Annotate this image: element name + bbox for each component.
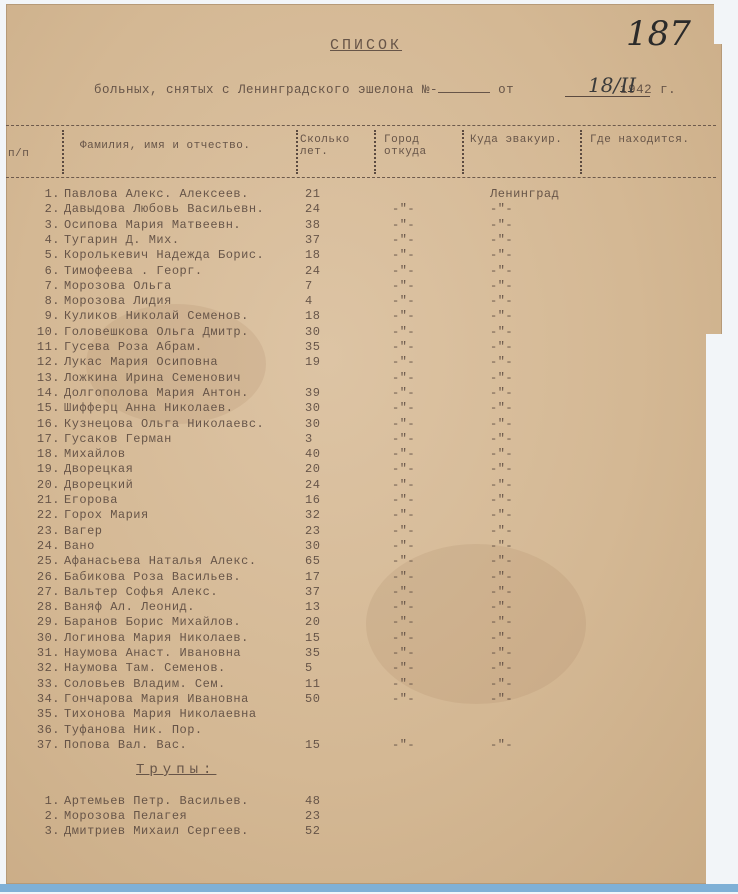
row-name: Ваняф Ал. Леонид. xyxy=(64,600,195,615)
torn-edge xyxy=(714,4,728,44)
row-number: 20. xyxy=(36,477,60,492)
row-destination: -"- xyxy=(490,462,514,477)
row-destination: -"- xyxy=(490,569,514,584)
row-age: 40 xyxy=(305,447,321,462)
row-city: -"- xyxy=(392,493,416,507)
header-name: Фамилия, имя и отчество. xyxy=(80,140,251,152)
row-number: 24. xyxy=(36,538,60,553)
row-number: 25. xyxy=(36,554,60,569)
row-name: Долгополова Мария Антон. xyxy=(64,385,249,400)
row-name: Бабикова Роза Васильев. xyxy=(64,569,242,584)
row-age: 18 xyxy=(305,248,321,263)
row-number: 2. xyxy=(44,202,60,217)
row-city: -"- xyxy=(392,630,416,645)
row-age: 35 xyxy=(305,646,321,660)
row-city: -"- xyxy=(392,416,416,431)
row-name: Морозова Лидия xyxy=(64,294,172,309)
table-row xyxy=(20,738,720,755)
row-destination: -"- xyxy=(490,447,514,462)
row-city: -"- xyxy=(392,431,416,446)
row-age: 19 xyxy=(305,355,321,370)
row-age: 30 xyxy=(305,401,321,416)
row-destination: -"- xyxy=(490,370,514,385)
row-city: -"- xyxy=(392,477,416,492)
row-destination: -"- xyxy=(490,232,514,247)
row-destination: -"- xyxy=(490,294,514,309)
row-number: 19. xyxy=(36,462,60,477)
row-city: -"- xyxy=(392,646,416,660)
row-number: 15. xyxy=(36,401,60,416)
header-dest: Куда эвакуир. xyxy=(470,134,563,146)
row-number: 22. xyxy=(36,508,60,523)
row-destination: -"- xyxy=(490,202,514,217)
row-city: -"- xyxy=(392,309,416,324)
row-age: 65 xyxy=(305,554,321,569)
row-name: Дворецкая xyxy=(64,462,134,477)
corpses-heading: Трупы: xyxy=(136,762,217,778)
row-city: -"- xyxy=(392,278,416,293)
row-number: 13. xyxy=(36,370,60,385)
row-number: 14. xyxy=(36,385,60,400)
header-rule-top xyxy=(6,125,716,126)
row-city: -"- xyxy=(392,538,416,553)
row-destination: -"- xyxy=(490,661,514,676)
row-age: 38 xyxy=(305,217,321,232)
row-city: -"- xyxy=(392,324,416,339)
row-age: 23 xyxy=(305,809,321,823)
row-number: 17. xyxy=(36,431,60,446)
row-name: Туфанова Ник. Пор. xyxy=(64,722,203,737)
row-name: Баранов Борис Михайлов. xyxy=(64,615,242,630)
row-number: 31. xyxy=(36,646,60,660)
row-age: 7 xyxy=(305,278,313,293)
row-city: -"- xyxy=(392,370,416,385)
row-name: Гончарова Мария Ивановна xyxy=(64,691,249,706)
row-city: -"- xyxy=(392,691,416,706)
row-age: 21 xyxy=(305,187,321,201)
row-age: 48 xyxy=(305,794,321,808)
row-name: Дмитриев Михаил Сергеев. xyxy=(64,824,249,838)
row-number: 11. xyxy=(36,340,60,354)
row-number: 12. xyxy=(36,355,60,370)
row-destination: -"- xyxy=(490,309,514,324)
row-age: 13 xyxy=(305,600,321,615)
row-destination: -"- xyxy=(490,278,514,293)
row-destination: -"- xyxy=(490,217,514,232)
row-destination: -"- xyxy=(490,615,514,630)
row-destination: -"- xyxy=(490,263,514,278)
row-city: -"- xyxy=(392,401,416,416)
page-number: 187 xyxy=(626,14,691,54)
row-name: Горох Мария xyxy=(64,508,149,523)
row-name: Вагер xyxy=(64,523,103,538)
row-name: Морозова Пелагея xyxy=(64,809,188,823)
row-destination: -"- xyxy=(490,676,514,691)
row-number: 23. xyxy=(36,523,60,538)
row-city: -"- xyxy=(392,232,416,247)
row-destination: -"- xyxy=(490,431,514,446)
row-age: 23 xyxy=(305,523,321,538)
row-number: 33. xyxy=(36,676,60,691)
row-age: 52 xyxy=(305,824,321,838)
row-number: 6. xyxy=(44,263,60,278)
row-name: Гусева Роза Абрам. xyxy=(64,340,203,354)
row-name: Вано xyxy=(64,538,95,553)
row-name: Дворецкий xyxy=(64,477,134,492)
row-name: Гусаков Герман xyxy=(64,431,172,446)
row-number: 7. xyxy=(44,278,60,293)
row-name: Королькевич Надежда Борис. xyxy=(64,248,265,263)
viewer-bottom-bar xyxy=(0,884,738,892)
row-destination: -"- xyxy=(490,630,514,645)
date-underline xyxy=(565,96,650,97)
row-city: -"- xyxy=(392,217,416,232)
row-destination: -"- xyxy=(490,523,514,538)
row-name: Головешкова Ольга Дмитр. xyxy=(64,324,249,339)
row-number: 10. xyxy=(36,324,60,339)
column-separator xyxy=(296,130,298,174)
column-separator xyxy=(62,130,64,174)
row-age: 39 xyxy=(305,385,321,400)
row-number: 26. xyxy=(36,569,60,584)
row-city: -"- xyxy=(392,569,416,584)
row-destination: -"- xyxy=(490,324,514,339)
document-title: СПИСОК xyxy=(330,37,403,54)
row-number: 30. xyxy=(36,630,60,645)
row-name: Логинова Мария Николаев. xyxy=(64,630,249,645)
row-city: -"- xyxy=(392,340,416,354)
corpse-row xyxy=(20,824,720,841)
row-name: Тимофеева . Георг. xyxy=(64,263,203,278)
row-age: 16 xyxy=(305,493,321,507)
row-age: 15 xyxy=(305,737,321,752)
row-age: 37 xyxy=(305,584,321,599)
header-num: п/п xyxy=(8,148,30,160)
row-city: -"- xyxy=(392,248,416,263)
row-number: 2. xyxy=(44,809,60,823)
row-city: -"- xyxy=(392,462,416,477)
row-city: -"- xyxy=(392,508,416,523)
row-name: Осипова Мария Матвеевн. xyxy=(64,217,242,232)
row-name: Куликов Николай Семенов. xyxy=(64,309,249,324)
row-name: Тугарин Д. Мих. xyxy=(64,232,180,247)
row-city: -"- xyxy=(392,600,416,615)
row-age: 20 xyxy=(305,615,321,630)
row-city: -"- xyxy=(392,263,416,278)
row-city: -"- xyxy=(392,584,416,599)
row-number: 3. xyxy=(44,824,60,838)
row-age: 15 xyxy=(305,630,321,645)
row-number: 8. xyxy=(44,294,60,309)
subtitle-text: больных, снятых с Ленинградского эшелона №- xyxy=(94,83,439,97)
header-where: Где находится. xyxy=(590,134,690,146)
row-name: Тихонова Мария Николаевна xyxy=(64,707,257,722)
row-name: Егорова xyxy=(64,493,118,507)
row-city: -"- xyxy=(392,737,416,752)
row-city: -"- xyxy=(392,355,416,370)
row-name: Михайлов xyxy=(64,447,126,462)
row-destination: -"- xyxy=(490,538,514,553)
row-destination: -"- xyxy=(490,584,514,599)
header-age: Сколько лет. xyxy=(300,134,350,158)
row-name: Павлова Алекс. Алексеев. xyxy=(64,187,249,201)
row-city: -"- xyxy=(392,447,416,462)
echelon-number-blank xyxy=(438,82,490,93)
row-age: 11 xyxy=(305,676,321,691)
row-age: 3 xyxy=(305,431,313,446)
row-city: -"- xyxy=(392,554,416,569)
row-city: -"- xyxy=(392,661,416,676)
row-age: 30 xyxy=(305,324,321,339)
row-age: 4 xyxy=(305,294,313,309)
subtitle-year: 1942 г. xyxy=(620,83,677,97)
row-name: Наумова Анаст. Ивановна xyxy=(64,646,242,660)
row-number: 28. xyxy=(36,600,60,615)
row-destination: -"- xyxy=(490,385,514,400)
row-destination: -"- xyxy=(490,248,514,263)
subtitle-from: от xyxy=(498,83,515,97)
row-number: 21. xyxy=(36,493,60,507)
row-number: 32. xyxy=(36,661,60,676)
row-destination: Ленинград xyxy=(490,187,560,201)
row-destination: -"- xyxy=(490,355,514,370)
row-city: -"- xyxy=(392,676,416,691)
row-age: 50 xyxy=(305,691,321,706)
row-age: 35 xyxy=(305,340,321,354)
row-name: Давыдова Любовь Васильевн. xyxy=(64,202,265,217)
row-city: -"- xyxy=(392,385,416,400)
row-destination: -"- xyxy=(490,493,514,507)
row-name: Кузнецова Ольга Николаевс. xyxy=(64,416,265,431)
row-age: 24 xyxy=(305,202,321,217)
row-destination: -"- xyxy=(490,401,514,416)
row-name: Артемьев Петр. Васильев. xyxy=(64,794,249,808)
row-number: 4. xyxy=(44,232,60,247)
row-number: 18. xyxy=(36,447,60,462)
row-age: 17 xyxy=(305,569,321,584)
row-number: 16. xyxy=(36,416,60,431)
row-age: 37 xyxy=(305,232,321,247)
row-number: 9. xyxy=(44,309,60,324)
row-destination: -"- xyxy=(490,508,514,523)
row-destination: -"- xyxy=(490,554,514,569)
row-age: 18 xyxy=(305,309,321,324)
header-rule-bottom xyxy=(6,177,716,178)
row-name: Афанасьева Наталья Алекс. xyxy=(64,554,257,569)
row-name: Соловьев Владим. Сем. xyxy=(64,676,226,691)
row-number: 27. xyxy=(36,584,60,599)
row-city: -"- xyxy=(392,615,416,630)
row-city: -"- xyxy=(392,523,416,538)
row-destination: -"- xyxy=(490,477,514,492)
row-city: -"- xyxy=(392,294,416,309)
row-destination: -"- xyxy=(490,600,514,615)
row-number: 1. xyxy=(44,187,60,201)
row-destination: -"- xyxy=(490,737,514,752)
column-separator xyxy=(374,130,376,174)
row-name: Лукас Мария Осиповна xyxy=(64,355,219,370)
row-number: 3. xyxy=(44,217,60,232)
row-age: 24 xyxy=(305,263,321,278)
row-number: 34. xyxy=(36,691,60,706)
row-city: -"- xyxy=(392,202,416,217)
row-number: 5. xyxy=(44,248,60,263)
row-age: 30 xyxy=(305,538,321,553)
row-destination: -"- xyxy=(490,646,514,660)
row-number: 35. xyxy=(36,707,60,722)
row-age: 5 xyxy=(305,661,313,676)
row-name: Ложкина Ирина Семенович xyxy=(64,370,242,385)
row-number: 37. xyxy=(36,737,60,752)
column-separator xyxy=(580,130,582,174)
row-age: 20 xyxy=(305,462,321,477)
row-name: Попова Вал. Вас. xyxy=(64,737,188,752)
row-number: 36. xyxy=(36,722,60,737)
row-age: 24 xyxy=(305,477,321,492)
row-name: Морозова Ольга xyxy=(64,278,172,293)
column-separator xyxy=(462,130,464,174)
row-number: 29. xyxy=(36,615,60,630)
row-name: Шифферц Анна Николаев. xyxy=(64,401,234,416)
row-name: Наумова Там. Семенов. xyxy=(64,661,226,676)
row-destination: -"- xyxy=(490,416,514,431)
handwritten-date: 18/II xyxy=(588,73,636,97)
row-destination: -"- xyxy=(490,340,514,354)
row-age: 32 xyxy=(305,508,321,523)
row-age: 30 xyxy=(305,416,321,431)
header-city: Город откуда xyxy=(384,134,427,158)
row-name: Вальтер Софья Алекс. xyxy=(64,584,219,599)
row-destination: -"- xyxy=(490,691,514,706)
row-number: 1. xyxy=(44,794,60,808)
